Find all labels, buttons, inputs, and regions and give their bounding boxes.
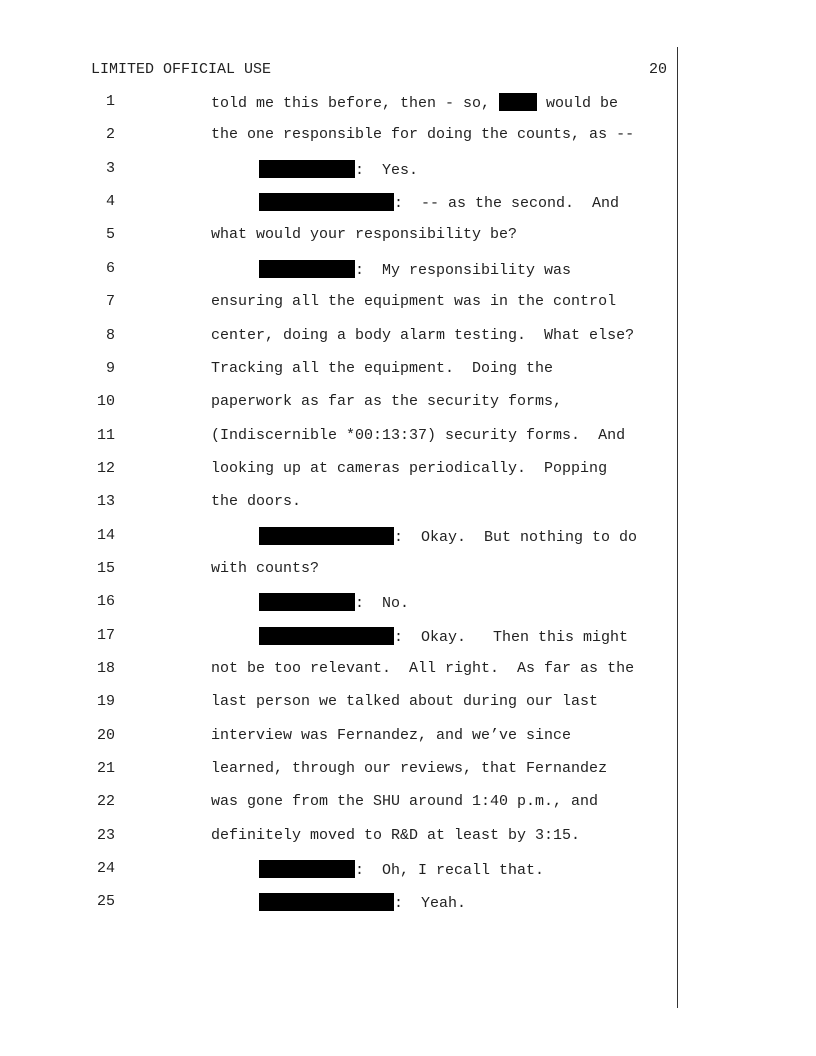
line-number: 15 — [96, 559, 115, 577]
line-text-segment: : Yes. — [355, 161, 419, 179]
line-text — [211, 226, 517, 243]
line-text-segment: looking up at cameras periodically. Popping — [211, 459, 608, 477]
line-text-segment: learned, through our reviews, that Fernandez — [211, 760, 608, 777]
line-text — [211, 727, 571, 744]
redaction-block — [259, 627, 394, 645]
line-number: 5 — [105, 226, 115, 244]
line-text-segment: Tracking all the equipment. Doing the — [211, 359, 554, 377]
line-text — [211, 93, 618, 112]
line-text-segment: ensuring all the equipment was in the control — [211, 293, 617, 311]
line-number: 22 — [96, 793, 115, 811]
transcript-line — [0, 226, 677, 248]
line-text — [211, 360, 553, 377]
line-text-segment: with counts? — [211, 559, 320, 577]
line-number: 21 — [96, 760, 115, 777]
line-text-segment: definitely moved to R&D at least by 3:15. — [211, 826, 581, 844]
line-number: 19 — [96, 693, 115, 711]
line-text-segment: : Okay. But nothing to do — [394, 528, 638, 546]
redaction-block — [259, 593, 355, 611]
line-text-segment: : No. — [355, 595, 410, 613]
line-text-segment: was gone from the SHU around 1:40 p.m., and — [211, 793, 599, 811]
line-number: 2 — [105, 126, 115, 144]
transcript-line — [0, 893, 677, 915]
transcript-line — [0, 160, 677, 182]
line-text-segment: center, doing a body alarm testing. What else? — [211, 326, 635, 344]
line-number: 7 — [105, 293, 115, 311]
line-number: 4 — [105, 193, 115, 211]
line-text — [211, 827, 580, 844]
line-text-segment: last person we talked about during our last — [211, 693, 599, 711]
redaction-block — [259, 527, 394, 545]
line-text — [211, 293, 616, 310]
transcript-line — [0, 793, 677, 815]
transcript-line — [0, 93, 677, 115]
transcript-line — [0, 593, 677, 615]
line-text-segment: (Indiscernible *00:13:37) security forms. And — [211, 426, 626, 444]
transcript-line — [0, 693, 677, 715]
line-text-segment: told me this before, then - so, — [211, 95, 500, 112]
line-number: 25 — [96, 893, 115, 911]
transcript-line — [0, 193, 677, 215]
redaction-block — [259, 260, 355, 278]
margin-rule — [677, 47, 678, 1008]
line-number: 24 — [96, 860, 115, 878]
transcript-line — [0, 260, 677, 282]
line-number: 20 — [96, 726, 115, 744]
line-text — [259, 260, 571, 279]
line-text — [259, 160, 418, 179]
line-text — [259, 860, 544, 879]
line-number: 16 — [96, 593, 115, 611]
redaction-block — [259, 860, 355, 878]
line-text-segment: : Oh, I recall that. — [355, 862, 545, 880]
transcript-line — [0, 627, 677, 649]
line-number: 10 — [96, 393, 115, 411]
line-text-segment: paperwork as far as the security forms, — [211, 393, 563, 411]
line-text-segment: would be — [537, 95, 619, 112]
line-text — [211, 760, 607, 777]
line-text — [211, 793, 598, 810]
transcript-line — [0, 760, 677, 782]
line-text-segment: : -- as the second. And — [394, 195, 620, 213]
line-number: 6 — [105, 259, 115, 277]
line-text — [211, 660, 634, 677]
line-text-segment: interview was Fernandez, and we’ve since — [211, 726, 572, 744]
line-text — [211, 493, 301, 510]
line-number: 18 — [96, 660, 115, 677]
line-text-segment: the doors. — [211, 493, 302, 511]
line-number: 3 — [105, 159, 115, 177]
line-number: 9 — [105, 359, 115, 377]
line-text-segment: : My responsibility was — [355, 261, 572, 279]
transcript-line — [0, 427, 677, 449]
redaction-block — [259, 193, 394, 211]
line-text — [259, 193, 619, 212]
line-text — [211, 460, 607, 477]
line-number: 8 — [105, 326, 115, 344]
line-text — [259, 627, 628, 646]
line-text — [211, 693, 598, 710]
transcript-line — [0, 527, 677, 549]
classification-marking: LIMITED OFFICIAL USE — [91, 61, 272, 78]
line-text-segment: what would your responsibility be? — [211, 226, 518, 244]
transcript-line — [0, 860, 677, 882]
line-number: 14 — [96, 526, 115, 544]
transcript-line — [0, 460, 677, 482]
line-text — [211, 126, 634, 143]
line-text — [211, 560, 319, 577]
transcript-line — [0, 827, 677, 849]
transcript-line — [0, 126, 677, 148]
redaction-block — [259, 160, 355, 178]
line-text-segment: : Yeah. — [394, 895, 467, 913]
line-text-segment: the one responsible for doing the counts, as -- — [211, 126, 635, 144]
line-text — [259, 593, 409, 612]
line-text — [211, 427, 625, 444]
page-number: 20 — [648, 61, 667, 78]
redaction-block — [259, 893, 394, 911]
line-number: 11 — [96, 426, 115, 444]
line-number: 13 — [96, 493, 115, 511]
transcript-line — [0, 560, 677, 582]
transcript-line — [0, 660, 677, 682]
transcript-line — [0, 493, 677, 515]
redaction-block — [499, 93, 537, 111]
line-text — [211, 393, 562, 410]
transcript-line — [0, 393, 677, 415]
transcript-line — [0, 360, 677, 382]
transcript-line — [0, 293, 677, 315]
line-text-segment: : Okay. Then this might — [394, 628, 629, 646]
line-number: 17 — [96, 626, 115, 644]
line-number: 12 — [96, 459, 115, 477]
transcript-line — [0, 327, 677, 349]
line-text — [259, 893, 466, 912]
line-number: 1 — [105, 93, 115, 110]
line-text-segment: not be too relevant. All right. As far as the — [211, 660, 635, 677]
transcript-line — [0, 727, 677, 749]
line-text — [259, 527, 637, 546]
line-text — [211, 327, 634, 344]
line-number: 23 — [96, 826, 115, 844]
